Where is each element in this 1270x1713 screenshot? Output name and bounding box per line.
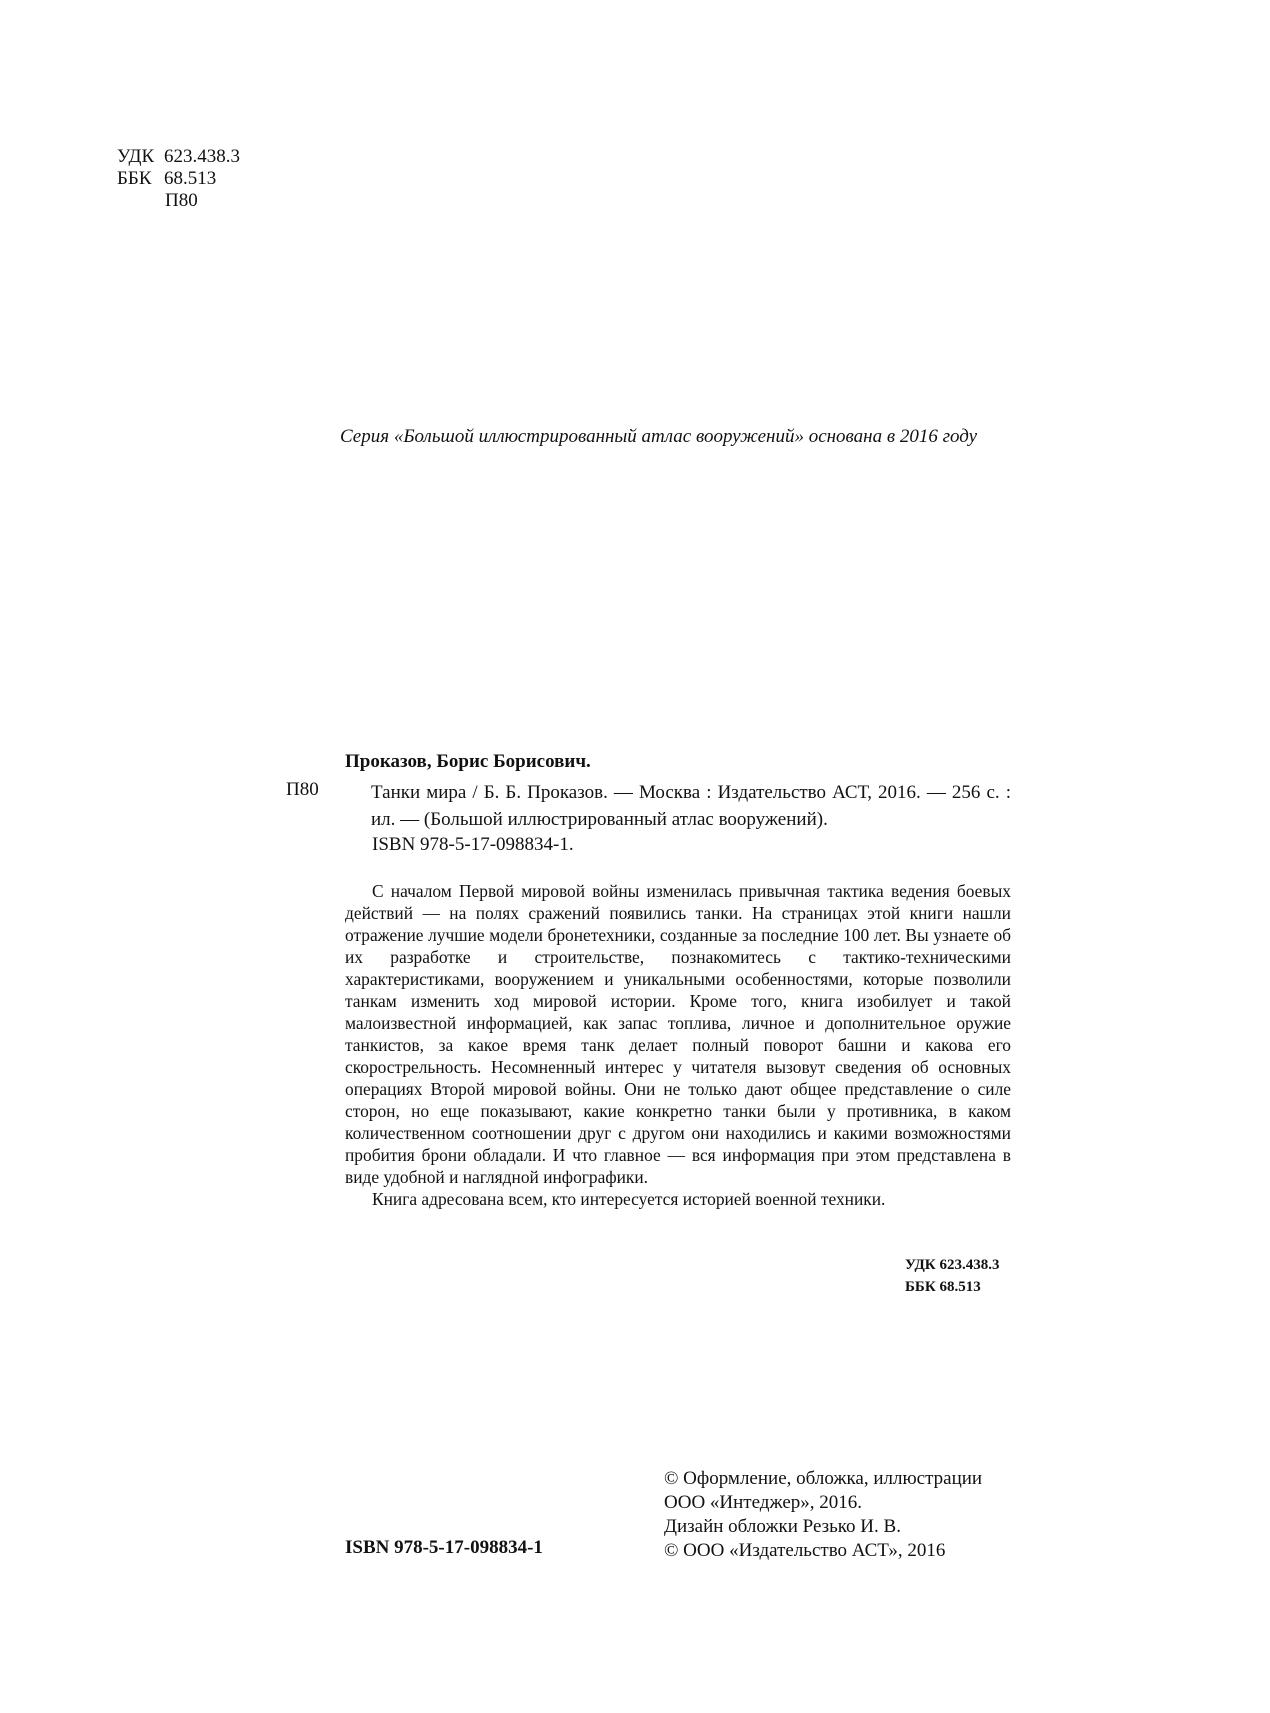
bbk-row — [117, 168, 240, 190]
udk-label: УДК — [117, 146, 155, 167]
copyright-line: ООО «Интеджер», 2016. — [664, 1492, 863, 1513]
udk-row — [117, 146, 240, 168]
annotation — [345, 880, 1011, 1210]
bibliographic-description: Танки мира / Б. Б. Проказов. — Москва : Издательство АСТ, 2016. — 256 с. : ил. — (Большой иллюстрированный атлас вооружений). — [371, 782, 1011, 830]
isbn-bottom: ISBN 978-5-17-098834-1 — [345, 1537, 543, 1558]
copyright-line: © Оформление, обложка, иллюстрации — [664, 1468, 983, 1489]
record-isbn: ISBN 978-5-17-098834-1. — [372, 834, 574, 855]
author-heading: Проказов, Борис Борисович. — [345, 751, 591, 772]
classification-codes-top — [117, 146, 240, 212]
copyright-line: © ООО «Издательство АСТ», 2016 — [664, 1540, 946, 1561]
annotation-paragraph: С началом Первой мировой войны изменилась привычная тактика ведения боевых действий — на полях сражений появились танки. На страницах этой книги нашли отражение лучшие модели бронетехники, созданные за последние 100 лет. Вы узнаете об их разработке и строительстве, познакомитесь с тактико-техническими характеристиками, вооружением и уникальными особенностями, которые позволили танкам изменить ход мировой истории. Кроме того, книга изобилует и такой малоизвестной информацией, как запас топлива, личное и дополнительное оружие танкистов, за какое время танк делает полный поворот башни и какова его скорострельность. Несомненный интерес у читателя вызовут сведения об основных операциях Второй мировой войны. Они не только дают общее представление о силе сторон, но еще показывают, какие конкретно танки были у противника, в каком количественном соотношении друг с другом они находились и какими возможностями пробития брони обладали. И что главное — вся информация при этом представлена в виде удобной и наглядной инфографики. — [345, 881, 1011, 1187]
udk-code: УДК 623.438.3 — [905, 1257, 1000, 1273]
udk-value: 623.438.3 — [164, 146, 240, 167]
margin-author-sign: П80 — [286, 779, 319, 800]
bbk-code: ББК 68.513 — [905, 1279, 981, 1295]
copyright-line: Дизайн обложки Резько И. В. — [664, 1516, 901, 1537]
bbk-value: 68.513 — [164, 168, 217, 189]
classification-codes-bottom — [905, 1254, 999, 1298]
bbk-label: ББК — [117, 168, 152, 189]
series-note: Серия «Большой иллюстрированный атлас вооружений» основана в 2016 году — [340, 426, 978, 447]
copyright-block — [664, 1467, 982, 1563]
author-sign: П80 — [165, 190, 198, 211]
annotation-paragraph: Книга адресована всем, кто интересуется историей военной техники. — [372, 1189, 886, 1209]
